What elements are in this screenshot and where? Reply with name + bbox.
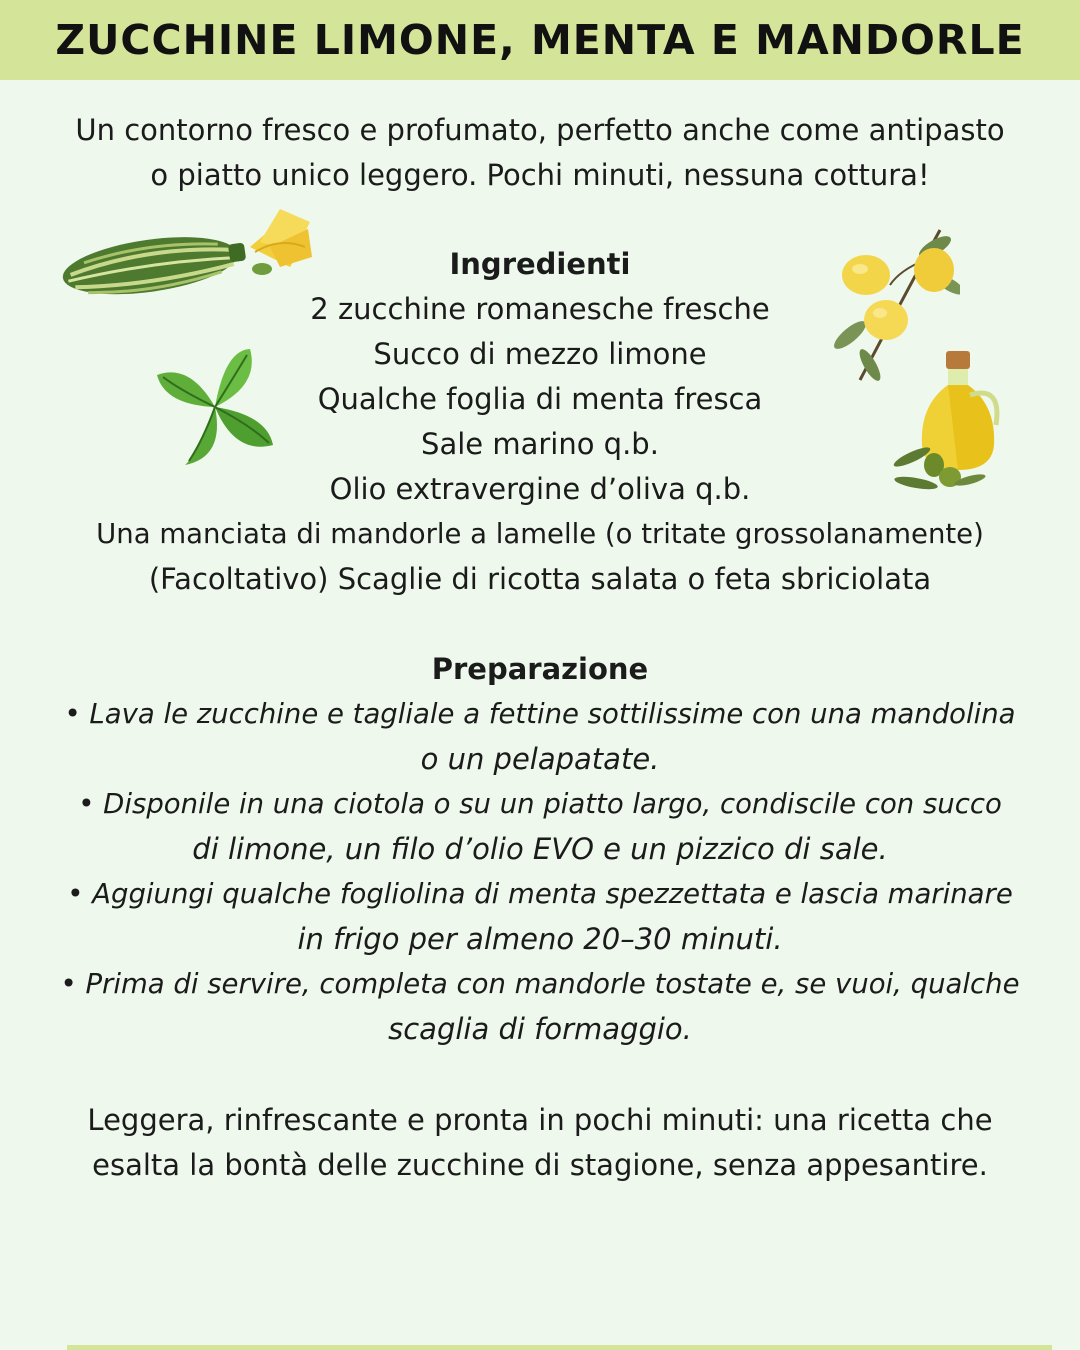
- recipe-title: ZUCCHINE LIMONE, MENTA E MANDORLE: [55, 16, 1025, 64]
- preparation-step: • Disponile in una ciotola o su un piatto largo, condiscile con succo: [78, 788, 1002, 820]
- closing-paragraph: [0, 1098, 1080, 1188]
- ingredient-item: Qualche foglia di menta fresca: [317, 382, 763, 416]
- preparation-step: • Lava le zucchine e tagliale a fettine sottilissime con una mandolina: [64, 698, 1016, 730]
- closing-line: Leggera, rinfrescante e pronta in pochi minuti: una ricetta che: [87, 1103, 993, 1137]
- intro-paragraph: [0, 108, 1080, 198]
- intro-line: o piatto unico leggero. Pochi minuti, nessuna cottura!: [150, 158, 930, 192]
- preparation-heading: Preparazione: [431, 652, 649, 686]
- ingredient-item: Sale marino q.b.: [421, 427, 659, 461]
- ingredients-section: [0, 242, 1080, 602]
- ingredient-item: Una manciata di mandorle a lamelle (o tritate grossolanamente): [96, 518, 984, 550]
- ingredient-item: (Facoltativo) Scaglie di ricotta salata o feta sbriciolata: [148, 562, 932, 596]
- ingredient-item: Olio extravergine d’oliva q.b.: [329, 472, 751, 506]
- preparation-step: • Prima di servire, completa con mandorle tostate e, se vuoi, qualche: [60, 968, 1020, 1000]
- ingredient-item: Succo di mezzo limone: [373, 337, 707, 371]
- preparation-step: in frigo per almeno 20–30 minuti.: [297, 922, 783, 956]
- preparation-section: [0, 647, 1080, 1052]
- closing-line: esalta la bontà delle zucchine di stagione, senza appesantire.: [92, 1148, 988, 1182]
- ingredient-item: 2 zucchine romanesche fresche: [310, 292, 770, 326]
- ingredients-heading: Ingredienti: [449, 247, 631, 281]
- preparation-step: • Aggiungi qualche fogliolina di menta spezzettata e lascia marinare: [67, 878, 1013, 910]
- intro-line: Un contorno fresco e profumato, perfetto anche come antipasto: [75, 113, 1005, 147]
- preparation-step: o un pelapatate.: [420, 742, 660, 776]
- title-banner: [0, 0, 1080, 80]
- preparation-step: scaglia di formaggio.: [388, 1012, 692, 1046]
- preparation-step: di limone, un filo d’olio EVO e un pizzico di sale.: [192, 832, 888, 866]
- bottom-divider: [67, 1345, 1052, 1350]
